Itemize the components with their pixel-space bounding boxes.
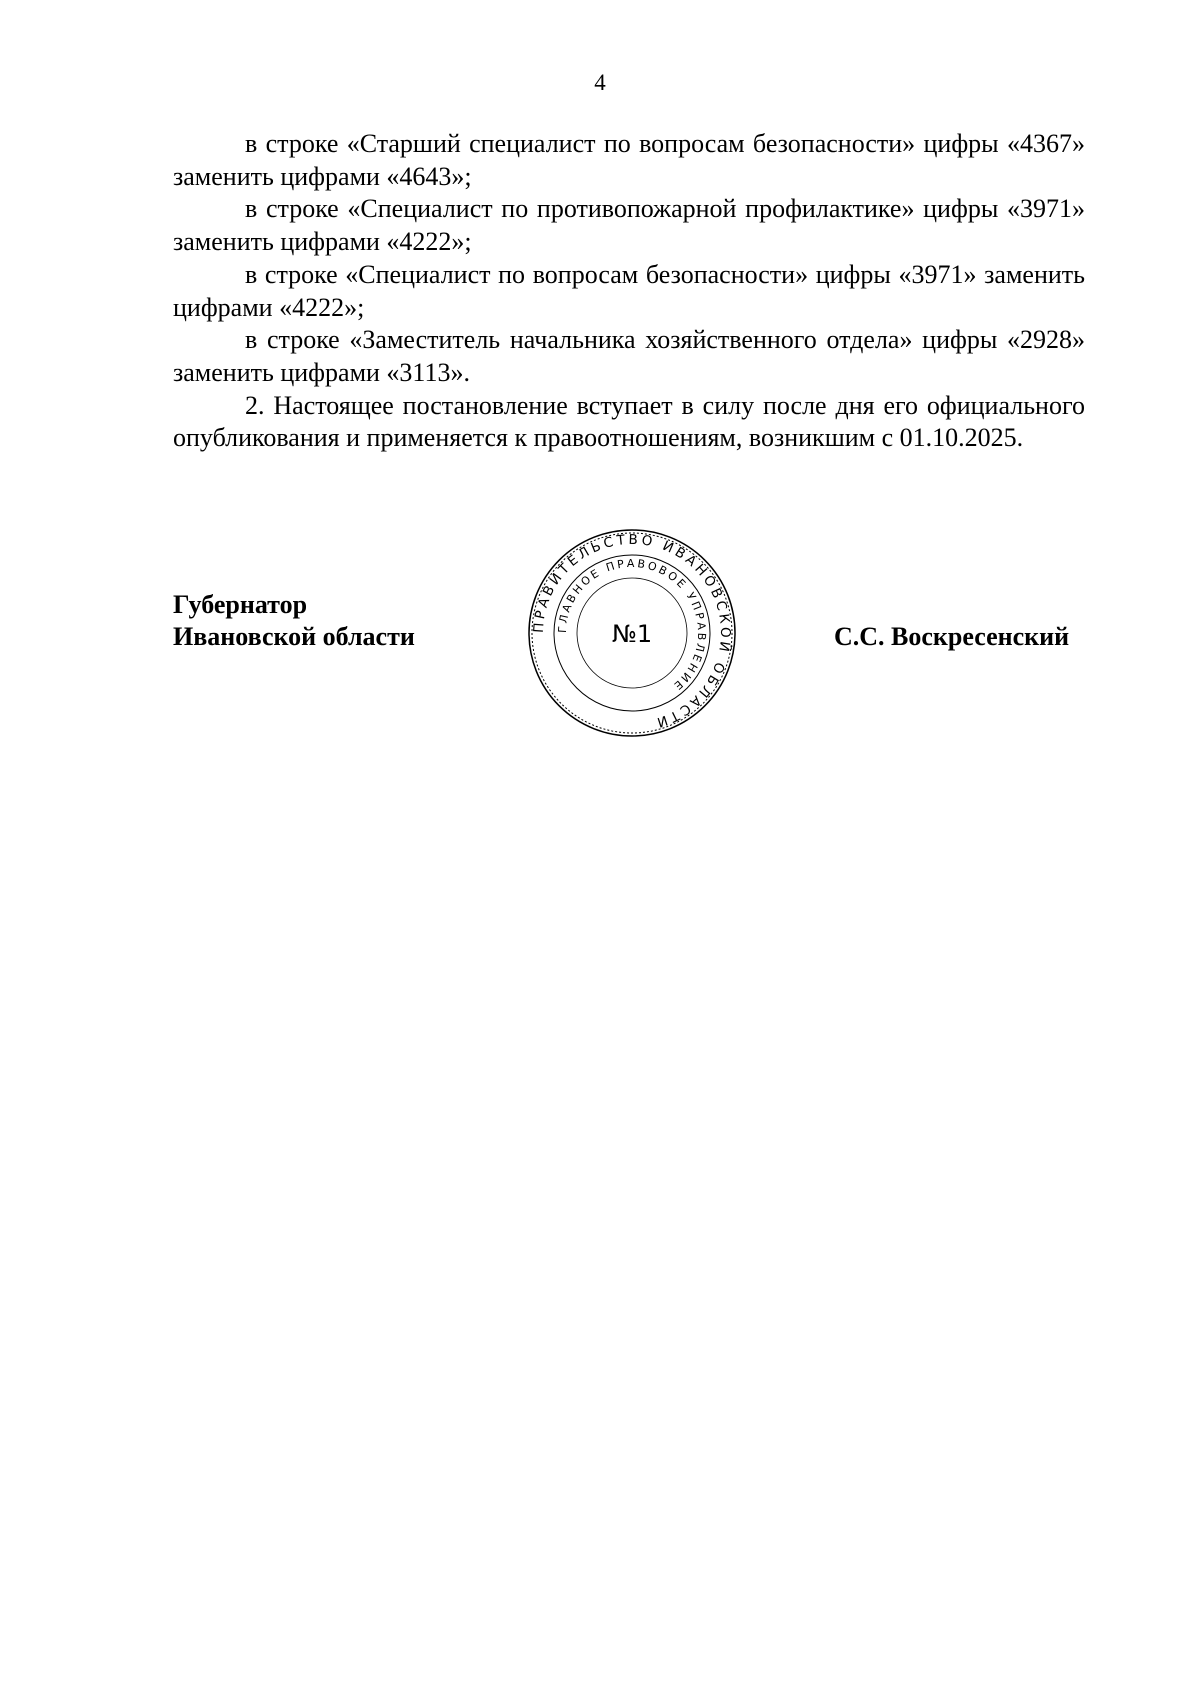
paragraph-5: 2. Настоящее постановление вступает в силу после дня его официального опубликования и применяется к правоотношениям, возникшим с 01.10.2025.: [173, 390, 1085, 453]
official-seal: [527, 528, 737, 738]
paragraph-2: в строке «Специалист по противопожарной профилактике» цифры «3971» заменить цифрами «4222»;: [173, 194, 1085, 257]
document-body: [173, 128, 1085, 455]
paragraph-1: в строке «Старший специалист по вопросам безопасности» цифры «4367» заменить цифрами «4643»;: [173, 129, 1085, 191]
seal-number: №1: [611, 620, 653, 648]
signatory-title-line1: Губернатор: [173, 590, 308, 619]
paragraph-4: в строке «Заместитель начальника хозяйственного отдела» цифры «2928» заменить цифрами «3113».: [173, 325, 1085, 387]
seal-outer-textpath: ПРАВИТЕЛЬСТВО ИВАНОВСКОЙ ОБЛАСТИ: [530, 531, 734, 732]
seal-inner-textpath: ГЛАВНОЕ ПРАВОВОЕ УПРАВЛЕНИЕ: [555, 556, 709, 694]
signatory-title: [173, 589, 415, 653]
signatory-name: С.С. Воскресенский: [834, 622, 1070, 651]
signatory-title-line2: Ивановской области: [173, 622, 415, 651]
page-number: 4: [594, 70, 606, 95]
paragraph-3: в строке «Специалист по вопросам безопасности» цифры «3971» заменить цифрами «4222»;: [173, 259, 1085, 322]
